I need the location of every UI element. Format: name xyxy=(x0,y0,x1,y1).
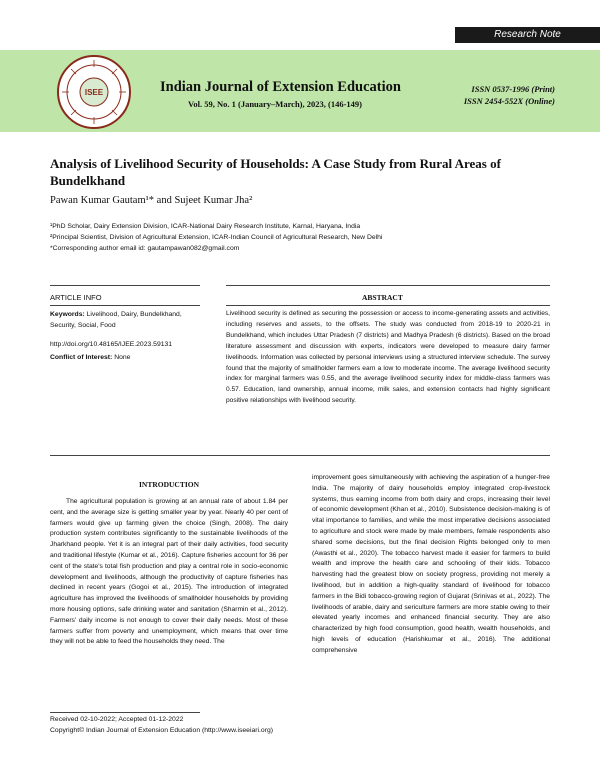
footnote-divider xyxy=(50,712,200,713)
author-list: Pawan Kumar Gautam¹* and Sujeet Kumar Jha² xyxy=(50,195,253,206)
abstract-heading: ABSTRACT xyxy=(362,293,403,302)
affiliation-2: ²Principal Scientist, Division of Agricultural Extension, ICAR-Indian Council of Agricultural Research, New Delhi xyxy=(50,234,383,241)
keywords-text: Livelihood, Dairy, Bundelkhand, Security, Social, Food xyxy=(50,311,182,329)
conflict-block xyxy=(50,353,130,364)
corresponding-author: *Corresponding author email id: gautampawan082@gmail.com xyxy=(50,245,240,252)
divider-body xyxy=(50,455,550,456)
article-info-heading: ARTICLE INFO xyxy=(50,293,102,302)
abstract-text: Livelihood security is defined as securing the possession or access to income-generating assets and activities, including reserves and assets, to the offsets. The study was conducted from 2018-19 to 2020-21 in Bundelkhand, which includes Uttar Pradesh (7 districts) and Madhya Pradesh (6 districts). Based on the broad literature assessment and discussion with experts, indicators were developed to measure dairy farmer livelihoods. Information was collected by personal interviews using a structured interview schedule. The survey found that the majority of smallholder farmers earn a low to moderate income. The average livelihood security index for marginal farmers was 0.55, and the average livelihood security index for middle-class farmers was 0.57. Education, land ownership, annual income, milk sales, and extension contacts had highly significant positive relationships with livelihood security. xyxy=(226,310,550,405)
logo-text: ISEE xyxy=(84,88,104,97)
divider-info-mid xyxy=(50,305,200,306)
divider-info-top xyxy=(50,285,200,286)
conflict-text: None xyxy=(112,354,131,361)
introduction-heading: INTRODUCTION xyxy=(138,480,199,489)
copyright-line: Copyright© Indian Journal of Extension Education (http://www.iseeiari.org) xyxy=(50,727,273,734)
keywords-label: Keywords: xyxy=(50,311,85,318)
conflict-label: Conflict of Interest: xyxy=(50,354,113,361)
affiliation-1: ¹PhD Scholar, Dairy Extension Division, ICAR-National Dairy Research Institute, Karnal, Haryana, India xyxy=(50,223,361,230)
issn-online: ISSN 2454-552X (Online) xyxy=(463,96,555,106)
article-title: Analysis of Livelihood Security of Households: A Case Study from Rural Areas of Bundelkhand xyxy=(50,156,501,188)
doi-link[interactable]: http://doi.org/10.48165/IJEE.2023.59131 xyxy=(50,341,173,348)
intro-right-column: improvement goes simultaneously with achieving the aspiration of a hunger-free India. The majority of dairy households employ integrated crop-livestock systems, thus earning income from both dairy and crops, increasing their level of economic development (Khan et al., 2010). Subsistence decision-making is of vital importance to families, and while the most imperative decisions associated to agriculture and stock were made by male members, female respondents also shared some decisions, but the final decision Rights belonged only to men (Awasthi et al., 2020). The tobacco harvest made it easier for farmers to build wealth and improve the health care and schooling of their kids. Tobacco harvesting had the greatest blow on society progress, providing not merely a livelihood, but in addition a high-quality standard of livelihood for tobacco farmers in the Bidi tobacco-growing region of Gujarat (Srinivas et al., 2022). The livelihoods of arable, dairy and sericulture farmers are more stable owing to their elevated yearly incomes and enhanced financial security. They are also characterized by high food consumption, good health, wealth households, and high levels of education (Harishkumar et al., 2016). The additional comprehensive xyxy=(312,474,550,654)
journal-logo-icon xyxy=(56,54,132,130)
divider-abstract-top xyxy=(226,285,550,286)
issn-print: ISSN 0537-1996 (Print) xyxy=(471,84,555,94)
keywords-block xyxy=(50,310,200,331)
received-dates: Received 02-10-2022; Accepted 01-12-2022 xyxy=(50,716,184,723)
divider-abstract-mid xyxy=(226,305,550,306)
journal-volume: Vol. 59, No. 1 (January–March), 2023, (146-149) xyxy=(188,99,363,109)
research-note-tag: Research Note xyxy=(455,27,600,43)
journal-title: Indian Journal of Extension Education xyxy=(160,79,401,95)
intro-left-column: The agricultural population is growing at an annual rate of about 1.84 per cent, and the average size is getting smaller year by year. Nearly 40 per cent of farmers would give up farming given the choice (Singh, 2008). The dairy production system contributes significantly to the sustainable livelihoods of the Jharkhand people. Yet it is an integral part of their daily activities, food security and traditional lifestyle (Kumar et al., 2016). Capture fisheries account for 36 per cent of the state's total fish production and play a central role in socio-economic development and livelihoods, although the productivity of capture fisheries has declined in recent years (Gogoi et al., 2015). The introduction of integrated agriculture has improved the livelihoods of smallholder households by providing more housing options, safe drinking water and sanitation (Sharmin et al., 2012). Farmers' daily income is not enough to cover their daily needs. Most of these farmers suffer from poverty and unemployment, which means that over time they will not be able to feed the households they need. The xyxy=(50,498,288,646)
